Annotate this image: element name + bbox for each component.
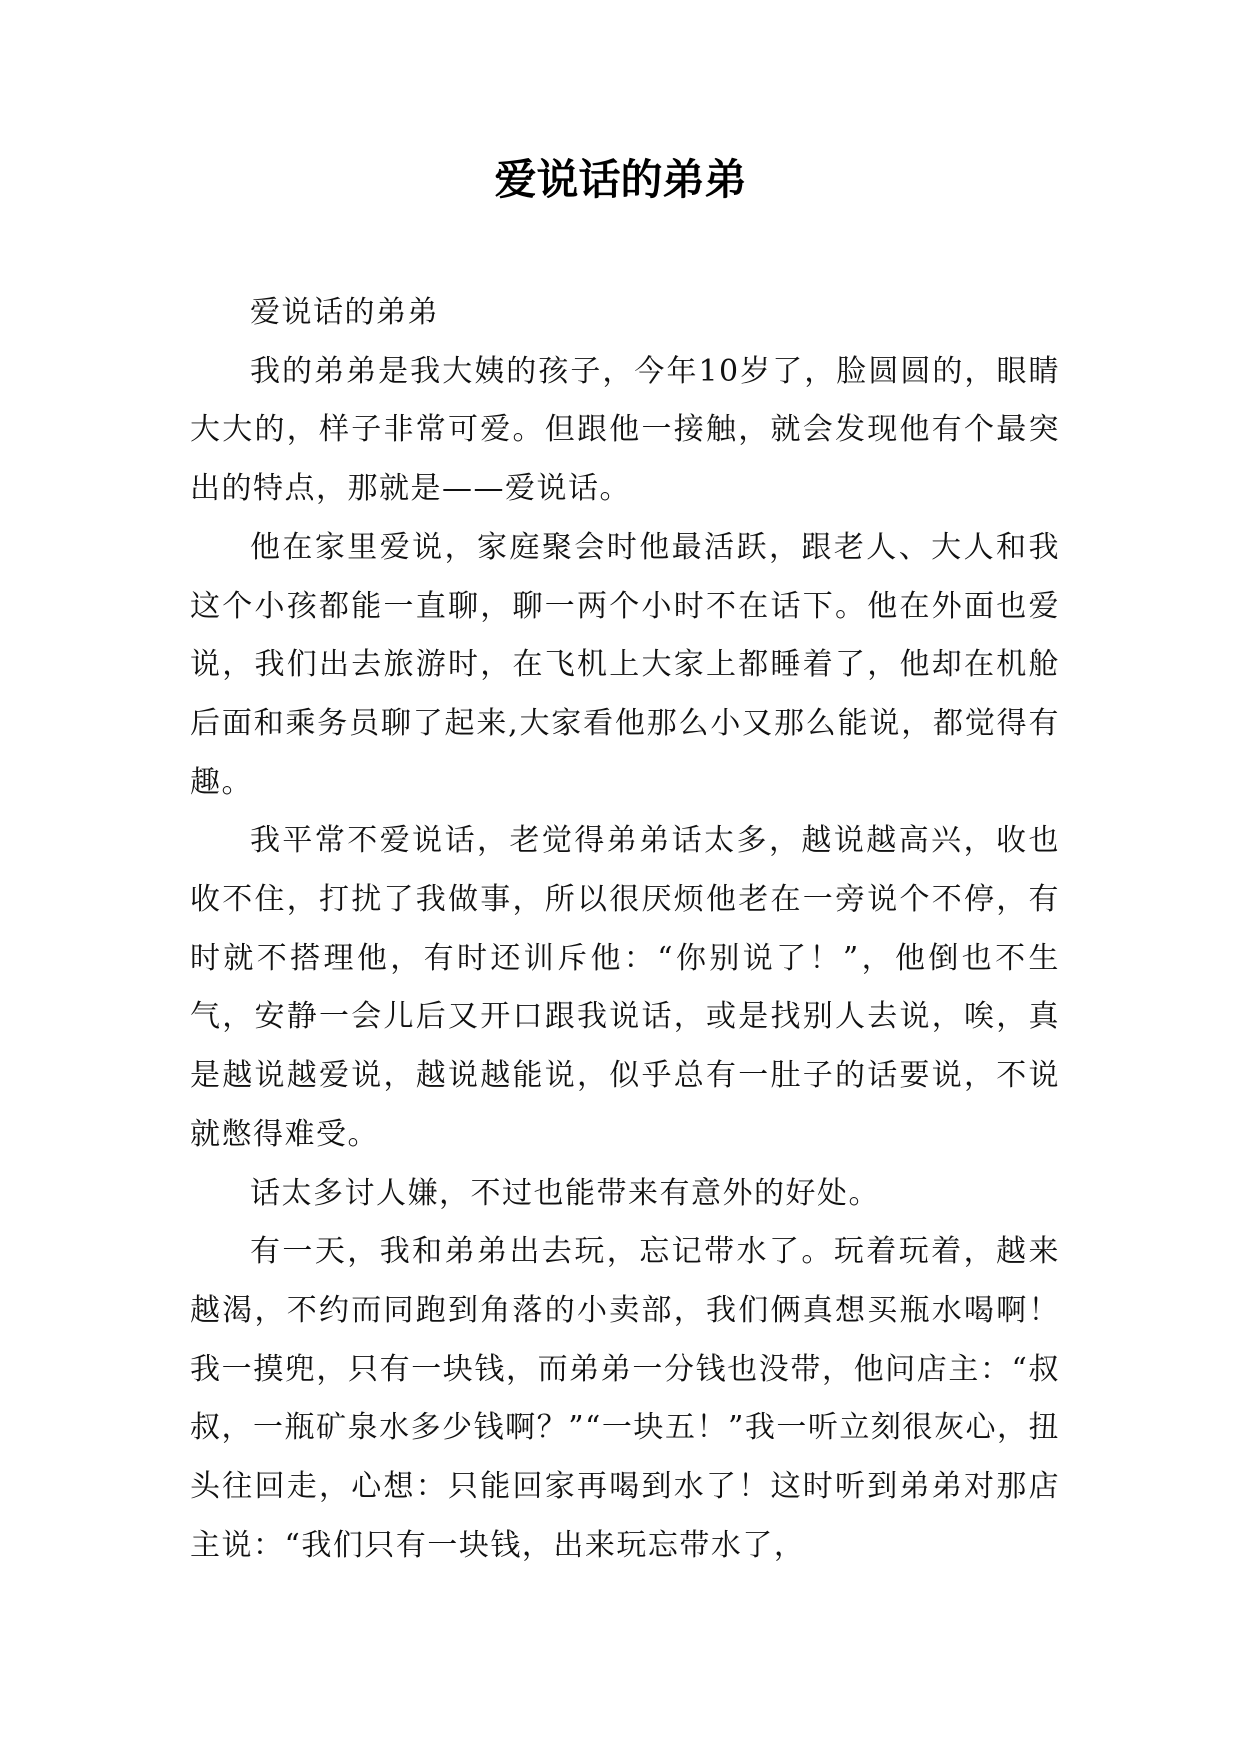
paragraph: 我的弟弟是我大姨的孩子，今年10岁了，脸圆圆的，眼睛大大的，样子非常可爱。但跟他一接触，就会发现他有个最突出的特点，那就是——爱说话。 [190,353,1060,507]
document-body [190,284,1060,1575]
paragraph: 有一天，我和弟弟出去玩，忘记带水了。玩着玩着，越来越渴，不约而同跑到角落的小卖部，我们俩真想买瓶水喝啊！我一摸兜，只有一块钱，而弟弟一分钱也没带，他问店主：“叔叔，一瓶矿泉水多少钱啊？”“一块五！”我一听立刻很灰心，扭头往回走，心想：只能回家再喝到水了！这时听到弟弟对那店主说：“我们只有一块钱，出来玩忘带水了， [190,1234,1060,1563]
document-title: 爱说话的弟弟 [494,155,747,204]
paragraph: 话太多讨人嫌，不过也能带来有意外的好处。 [250,1175,880,1211]
paragraph-heading: 爱说话的弟弟 [250,295,439,330]
paragraph: 他在家里爱说，家庭聚会时他最活跃，跟老人、大人和我这个小孩都能一直聊，聊一两个小时不在话下。他在外面也爱说，我们出去旅游时，在飞机上大家上都睡着了，他却在机舱后面和乘务员聊了起来,大家看他那么小又那么能说，都觉得有趣。 [190,529,1060,800]
paragraph: 我平常不爱说话，老觉得弟弟话太多，越说越高兴，收也收不住，打扰了我做事，所以很厌烦他老在一旁说个不停，有时就不搭理他，有时还训斥他：“你别说了！”，他倒也不生气，安静一会儿后又开口跟我说话，或是找别人去说，唉，真是越说越爱说，越说越能说，似乎总有一肚子的话要说，不说就憋得难受。 [190,823,1060,1152]
